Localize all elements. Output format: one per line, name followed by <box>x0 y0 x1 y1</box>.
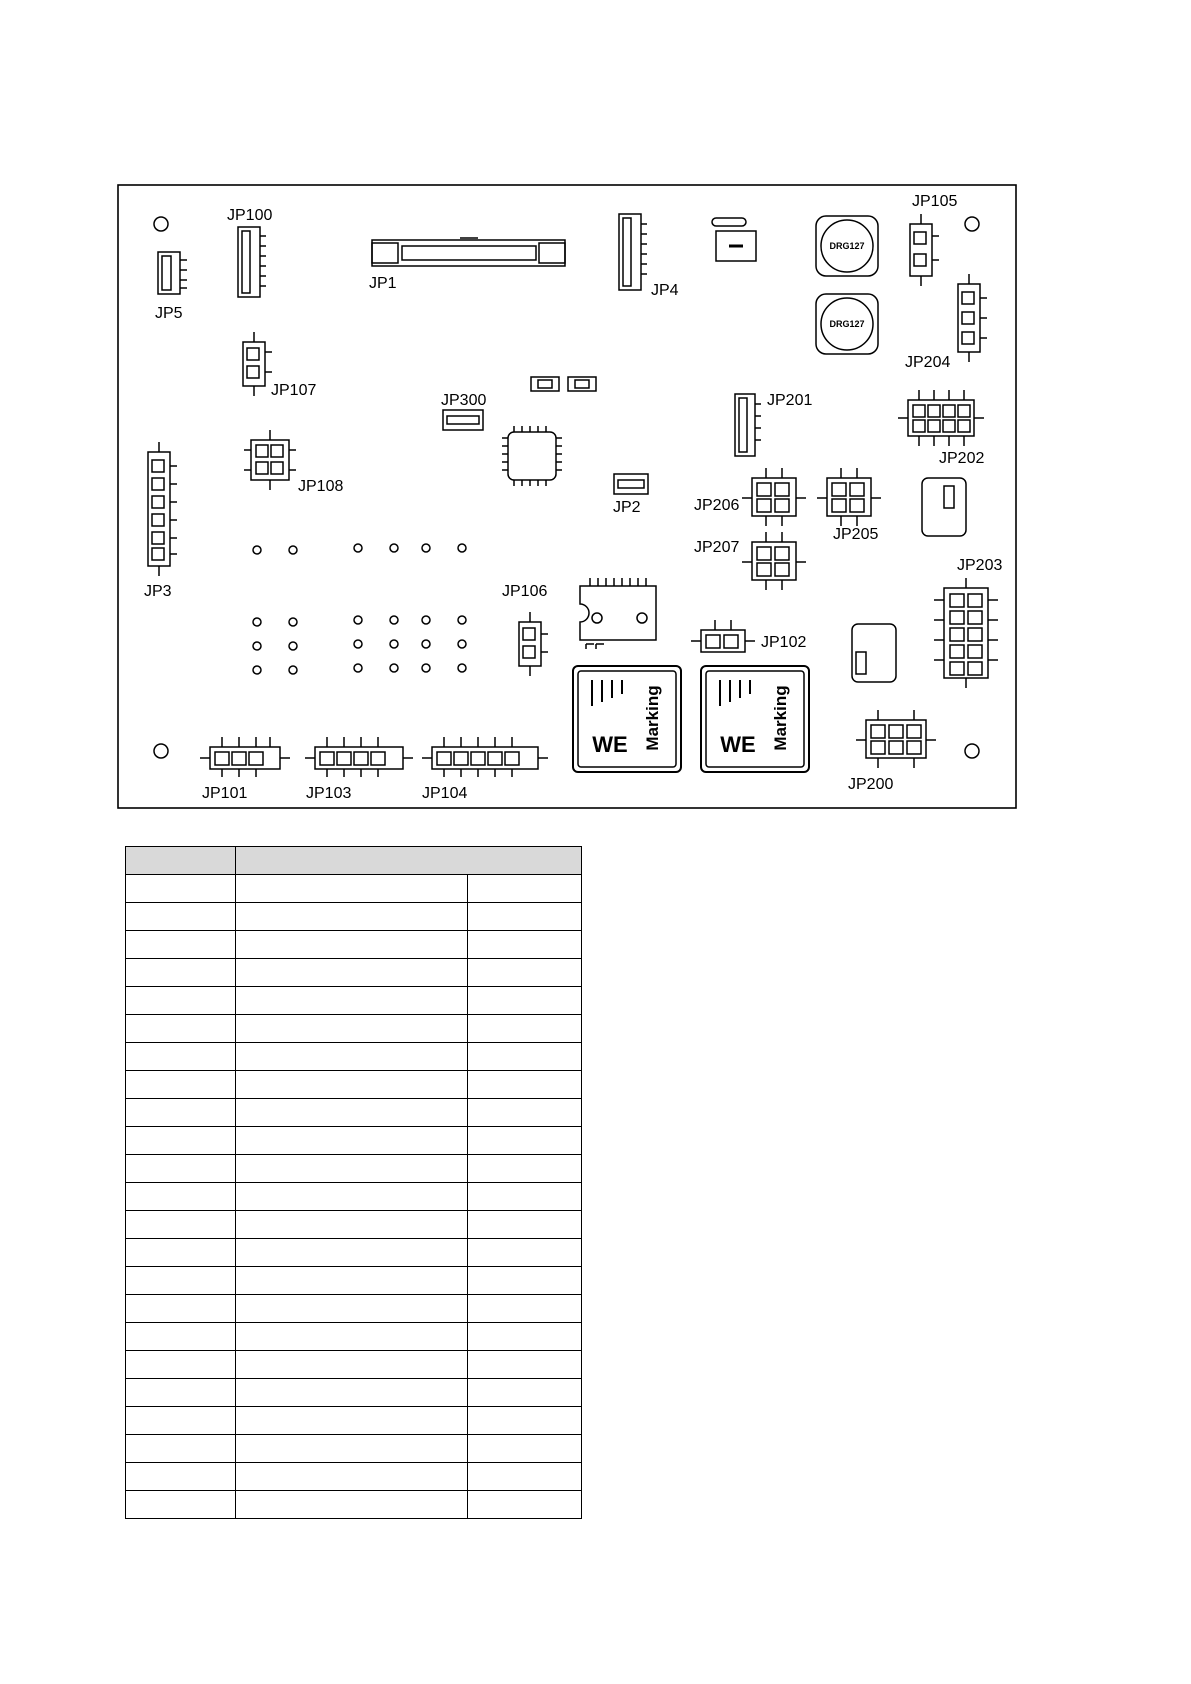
table-cell <box>126 1435 236 1463</box>
table-row <box>126 931 582 959</box>
table-row <box>126 1351 582 1379</box>
table-cell <box>236 1435 468 1463</box>
header-cell <box>236 847 582 875</box>
connector-jp202 <box>898 390 984 446</box>
label-jp207: JP207 <box>694 539 740 556</box>
table-cell <box>468 1407 582 1435</box>
table-cell <box>468 1043 582 1071</box>
smd-pair <box>531 377 596 391</box>
table-cell <box>236 1407 468 1435</box>
logo-right-marking: Marking <box>771 685 790 751</box>
table-row <box>126 1099 582 1127</box>
connector-jp5 <box>158 252 187 294</box>
connector-table <box>125 846 582 1519</box>
table-row <box>126 1295 582 1323</box>
table-cell <box>236 1099 468 1127</box>
table-cell <box>126 1071 236 1099</box>
table-cell <box>236 1127 468 1155</box>
label-jp106: JP106 <box>502 583 548 600</box>
table-cell <box>236 1015 468 1043</box>
table-cell <box>126 959 236 987</box>
table-cell <box>468 987 582 1015</box>
table-cell <box>236 1239 468 1267</box>
table-cell <box>236 1463 468 1491</box>
table-cell <box>236 1351 468 1379</box>
table-cell <box>126 1015 236 1043</box>
table-row <box>126 1155 582 1183</box>
table-cell <box>468 1351 582 1379</box>
connector-jp104 <box>422 737 548 777</box>
logo-left-letters: WE <box>592 732 628 757</box>
mounting-holes <box>154 217 979 758</box>
connector-jp2 <box>614 474 648 494</box>
connector-jp102 <box>691 620 755 652</box>
label-jp2: JP2 <box>613 499 641 516</box>
table-cell <box>126 1407 236 1435</box>
connector-jp103 <box>305 737 413 777</box>
connector-jp201 <box>735 394 761 456</box>
label-jp202: JP202 <box>939 450 985 467</box>
label-jp3: JP3 <box>144 583 172 600</box>
table-cell <box>126 1267 236 1295</box>
table-cell <box>468 875 582 903</box>
label-jp107: JP107 <box>271 382 317 399</box>
table-cell <box>236 959 468 987</box>
relay-module-lower <box>852 624 896 682</box>
table-cell <box>126 1491 236 1519</box>
table-row <box>126 903 582 931</box>
table-cell <box>236 1267 468 1295</box>
table-cell <box>468 903 582 931</box>
label-jp204: JP204 <box>905 354 951 371</box>
table-row <box>126 1127 582 1155</box>
table-cell <box>468 1099 582 1127</box>
table-row <box>126 1183 582 1211</box>
table-row <box>126 1407 582 1435</box>
table-cell <box>236 987 468 1015</box>
label-jp205: JP205 <box>833 526 879 543</box>
table-row <box>126 1379 582 1407</box>
table-cell <box>236 1043 468 1071</box>
table-body <box>126 875 582 1519</box>
table-cell <box>126 987 236 1015</box>
table-cell <box>126 1183 236 1211</box>
table-cell <box>126 1239 236 1267</box>
table-cell <box>468 1155 582 1183</box>
connector-jp205 <box>817 468 881 526</box>
board-outline <box>118 185 1016 808</box>
table-cell <box>126 931 236 959</box>
label-jp102: JP102 <box>761 634 807 651</box>
table-cell <box>126 1155 236 1183</box>
label-jp4: JP4 <box>651 282 679 299</box>
inductor-upper-marking: DRG127 <box>829 241 865 251</box>
connector-jp206 <box>742 468 806 526</box>
table-cell <box>236 1295 468 1323</box>
table-cell <box>126 1099 236 1127</box>
table-row <box>126 1323 582 1351</box>
table-row <box>126 1491 582 1519</box>
table-cell <box>468 959 582 987</box>
table-cell <box>126 1351 236 1379</box>
connector-jp207 <box>742 532 806 590</box>
table-header-row <box>126 847 582 875</box>
connector-jp203 <box>934 578 998 688</box>
table-row <box>126 1071 582 1099</box>
table-cell <box>468 1435 582 1463</box>
table-cell <box>468 1211 582 1239</box>
table-cell <box>126 1463 236 1491</box>
fuse-component <box>712 218 756 261</box>
label-jp1: JP1 <box>369 275 397 292</box>
table-row <box>126 1043 582 1071</box>
label-jp103: JP103 <box>306 785 352 802</box>
table-cell <box>468 1127 582 1155</box>
label-jp203: JP203 <box>957 557 1003 574</box>
label-jp201: JP201 <box>767 392 813 409</box>
table-row <box>126 987 582 1015</box>
connector-jp105 <box>910 214 939 286</box>
table-cell <box>126 1211 236 1239</box>
table-cell <box>468 1267 582 1295</box>
table-cell <box>236 1183 468 1211</box>
label-jp200: JP200 <box>848 776 894 793</box>
label-jp5: JP5 <box>155 305 183 322</box>
table-row <box>126 1015 582 1043</box>
table-cell <box>126 1379 236 1407</box>
table-cell <box>236 875 468 903</box>
connector-jp101 <box>200 737 290 777</box>
connector-jp204 <box>958 274 987 362</box>
table-row <box>126 1211 582 1239</box>
table-cell <box>126 1323 236 1351</box>
table-row <box>126 1239 582 1267</box>
table-cell <box>468 1379 582 1407</box>
table-cell <box>236 1071 468 1099</box>
label-jp101: JP101 <box>202 785 248 802</box>
table-cell <box>468 931 582 959</box>
table-cell <box>236 1379 468 1407</box>
regulator-package <box>580 578 656 649</box>
table-cell <box>126 1127 236 1155</box>
table-cell <box>236 931 468 959</box>
table-cell <box>126 1295 236 1323</box>
header-cell <box>126 847 236 875</box>
table-cell <box>236 1211 468 1239</box>
table-cell <box>468 1295 582 1323</box>
table-cell <box>126 875 236 903</box>
connector-jp107 <box>243 332 272 396</box>
label-jp105: JP105 <box>912 193 958 210</box>
table-cell <box>468 1463 582 1491</box>
logo-left-marking: Marking <box>643 685 662 751</box>
table-cell <box>468 1323 582 1351</box>
table-cell <box>236 903 468 931</box>
test-pads <box>253 544 466 674</box>
table-cell <box>468 1015 582 1043</box>
table-cell <box>468 1491 582 1519</box>
table-cell <box>236 1155 468 1183</box>
table-cell <box>126 903 236 931</box>
table-row <box>126 1435 582 1463</box>
label-jp206: JP206 <box>694 497 740 514</box>
inductor-lower-marking: DRG127 <box>829 319 865 329</box>
connector-jp106 <box>519 612 548 676</box>
label-jp100: JP100 <box>227 207 273 224</box>
table-row <box>126 959 582 987</box>
connector-jp100 <box>238 227 266 297</box>
table-row <box>126 1463 582 1491</box>
table-cell <box>468 1183 582 1211</box>
pcb-layout-diagram <box>0 0 1191 820</box>
connector-jp300 <box>443 410 483 430</box>
label-jp108: JP108 <box>298 478 344 495</box>
table-cell <box>236 1323 468 1351</box>
connector-jp108 <box>244 430 296 490</box>
table-cell <box>468 1239 582 1267</box>
connector-jp1 <box>372 238 565 266</box>
qfp-chip <box>502 426 562 486</box>
table-cell <box>126 1043 236 1071</box>
table-row <box>126 1267 582 1295</box>
connector-jp200 <box>856 710 936 768</box>
label-jp300: JP300 <box>441 392 487 409</box>
connector-jp3 <box>148 442 177 576</box>
label-jp104: JP104 <box>422 785 468 802</box>
table-cell <box>468 1071 582 1099</box>
logo-right-letters: WE <box>720 732 756 757</box>
table-cell <box>236 1491 468 1519</box>
table-row <box>126 875 582 903</box>
connector-jp4 <box>619 214 647 290</box>
relay-module-upper <box>922 478 966 536</box>
